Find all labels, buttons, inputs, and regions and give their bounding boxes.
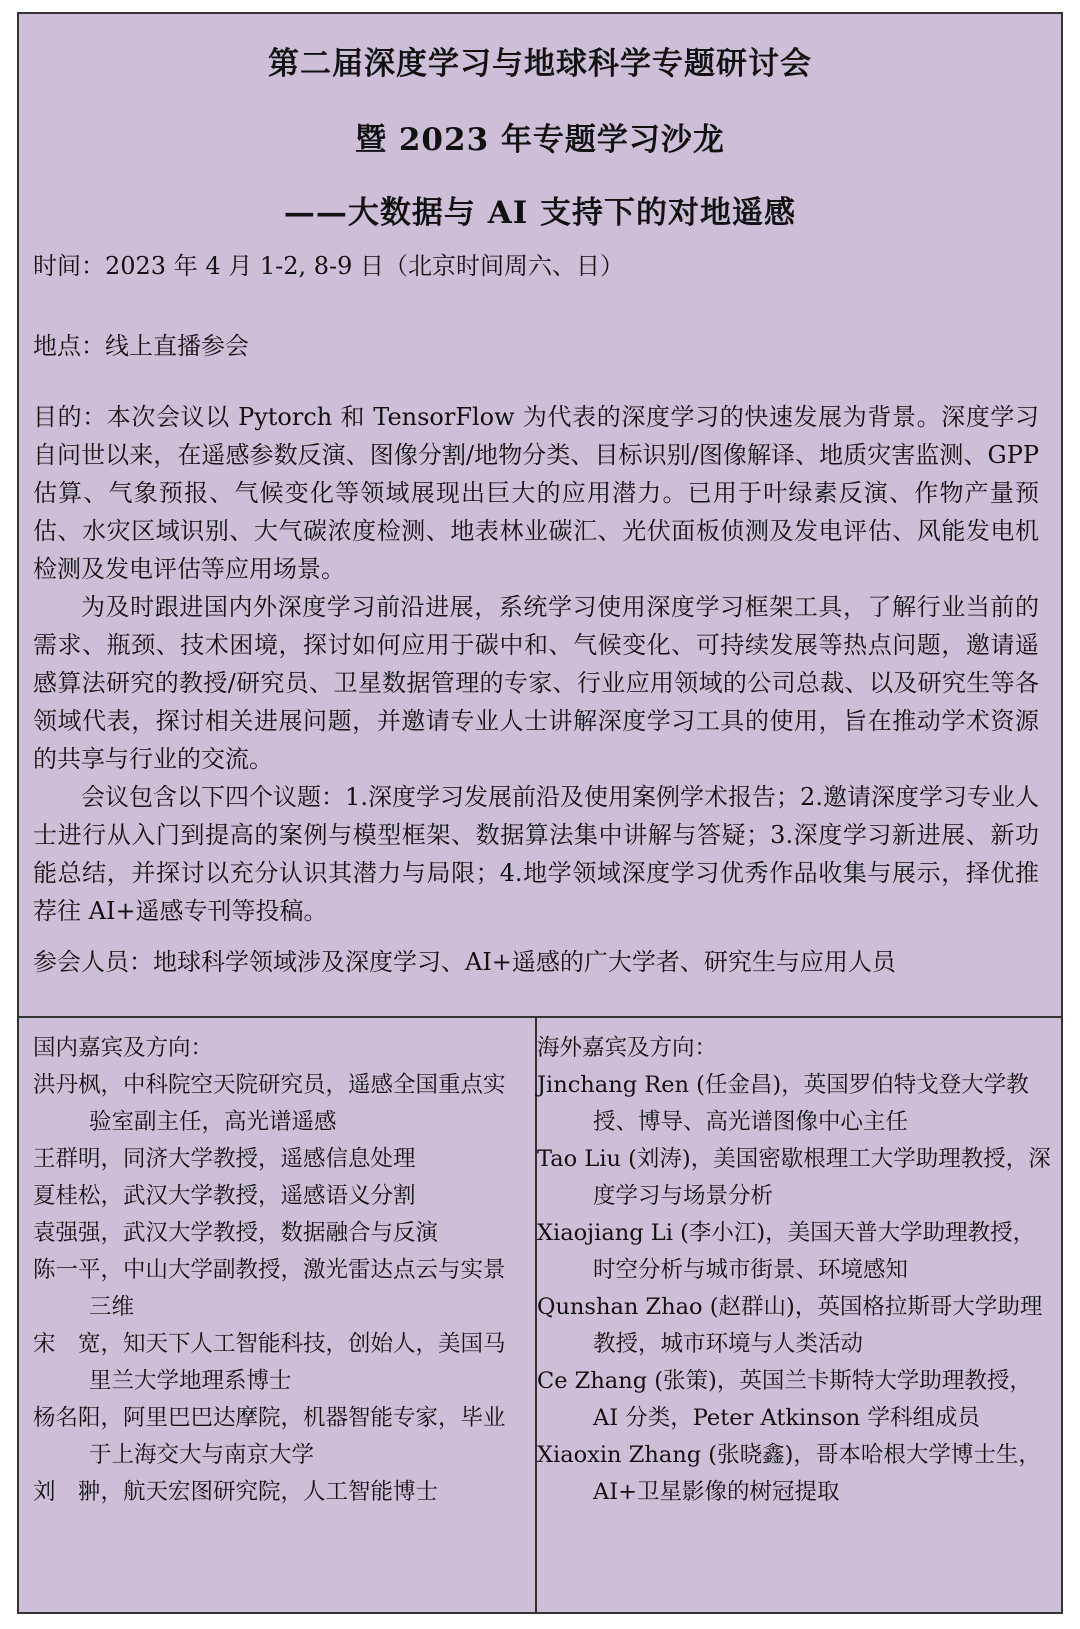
domestic-guest-item: 夏桂松，武汉大学教授，遥感语义分割	[33, 1183, 416, 1209]
domestic-guests-panel	[19, 1018, 537, 1612]
title-line-2: 暨 2023 年专题学习沙龙	[355, 122, 725, 158]
overseas-guest-list	[537, 1067, 1055, 1511]
overview-panel	[19, 14, 1061, 1018]
domestic-guests-heading: 国内嘉宾及方向：	[33, 1035, 214, 1061]
overseas-guest-item: Xiaojiang Li (李小江)，美国天普大学助理教授，时空分析与城市街景、环境感知	[537, 1220, 1036, 1283]
overseas-guest-item: Tao Liu (刘涛)，美国密歇根理工大学助理教授，深度学习与场景分析	[537, 1146, 1051, 1209]
motivation-paragraph: 为及时跟进国内外深度学习前沿进展，系统学习使用深度学习框架工具，了解行业当前的需求、瓶颈、技术困境，探讨如何应用于碳中和、气候变化、可持续发展等热点问题，邀请遥感算法研究的教授/研究员、卫星数据管理的专家、行业应用领域的公司总裁、以及研究生等各领域代表，探讨相关进展问题，并邀请专业人士讲解深度学习工具的使用，旨在推动学术资源的共享与行业的交流。	[33, 593, 1039, 773]
domestic-guest-item: 王群明，同济大学教授，遥感信息处理	[33, 1146, 416, 1172]
domestic-guest-item: 杨名阳，阿里巴巴达摩院，机器智能专家，毕业于上海交大与南京大学	[33, 1405, 506, 1468]
title-line-1: 第二届深度学习与地球科学专题研讨会	[268, 46, 812, 82]
domestic-guest-item: 陈一平，中山大学副教授，激光雷达点云与实景三维	[33, 1257, 506, 1320]
title-line-3: ——大数据与 AI 支持下的对地遥感	[283, 195, 797, 231]
event-time: 时间：2023 年 4 月 1-2, 8-9 日（北京时间周六、日）	[33, 252, 625, 280]
topics-paragraph: 会议包含以下四个议题：1.深度学习发展前沿及使用案例学术报告；2.邀请深度学习专业人士进行从入门到提高的案例与模型框架、数据算法集中讲解与答疑；3.深度学习新进展、新功能总结，并探讨以充分认识其潜力与局限；4.地学领域深度学习优秀作品收集与展示，择优推荐往 AI+遥感专刊等投稿。	[33, 783, 1039, 925]
domestic-guest-item: 袁强强，武汉大学教授，数据融合与反演	[33, 1220, 439, 1246]
domestic-guest-item: 洪丹枫，中科院空天院研究员，遥感全国重点实验室副主任，高光谱遥感	[33, 1072, 506, 1135]
domestic-guest-item: 宋 宽，知天下人工智能科技，创始人，美国马里兰大学地理系博士	[33, 1331, 506, 1394]
domestic-guest-item: 刘 翀，航天宏图研究院，人工智能博士	[33, 1479, 439, 1505]
overseas-guest-item: Ce Zhang (张策)，英国兰卡斯特大学助理教授，AI 分类，Peter Atkinson 学科组成员	[537, 1368, 1032, 1431]
domestic-guest-list	[33, 1067, 525, 1511]
description	[33, 398, 1039, 930]
overseas-guest-item: Qunshan Zhao (赵群山)，英国格拉斯哥大学助理教授，城市环境与人类活动	[537, 1294, 1043, 1357]
attendees-line: 参会人员：地球科学领域涉及深度学习、AI+遥感的广大学者、研究生与应用人员	[33, 948, 896, 976]
overseas-guests-panel	[537, 1018, 1061, 1612]
overseas-guests-heading: 海外嘉宾及方向：	[537, 1035, 718, 1061]
overseas-guest-item: Xiaoxin Zhang (张晓鑫)，哥本哈根大学博士生，AI+卫星影像的树冠提取	[537, 1442, 1041, 1505]
overseas-guest-item: Jinchang Ren (任金昌)，英国罗伯特戈登大学教授、博导、高光谱图像中心主任	[537, 1072, 1029, 1135]
conference-notice-frame	[17, 12, 1063, 1614]
purpose-paragraph: 目的：本次会议以 Pytorch 和 TensorFlow 为代表的深度学习的快速发展为背景。深度学习自问世以来，在遥感参数反演、图像分割/地物分类、目标识别/图像解译、地质灾害监测、GPP 估算、气象预报、气候变化等领域展现出巨大的应用潜力。已用于叶绿素反演、作物产量预估、水灾区域识别、大气碳浓度检测、地表林业碳汇、光伏面板侦测及发电评估、风能发电机检测及发电评估等应用场景。	[33, 403, 1039, 583]
event-place: 地点：线上直播参会	[33, 332, 249, 360]
